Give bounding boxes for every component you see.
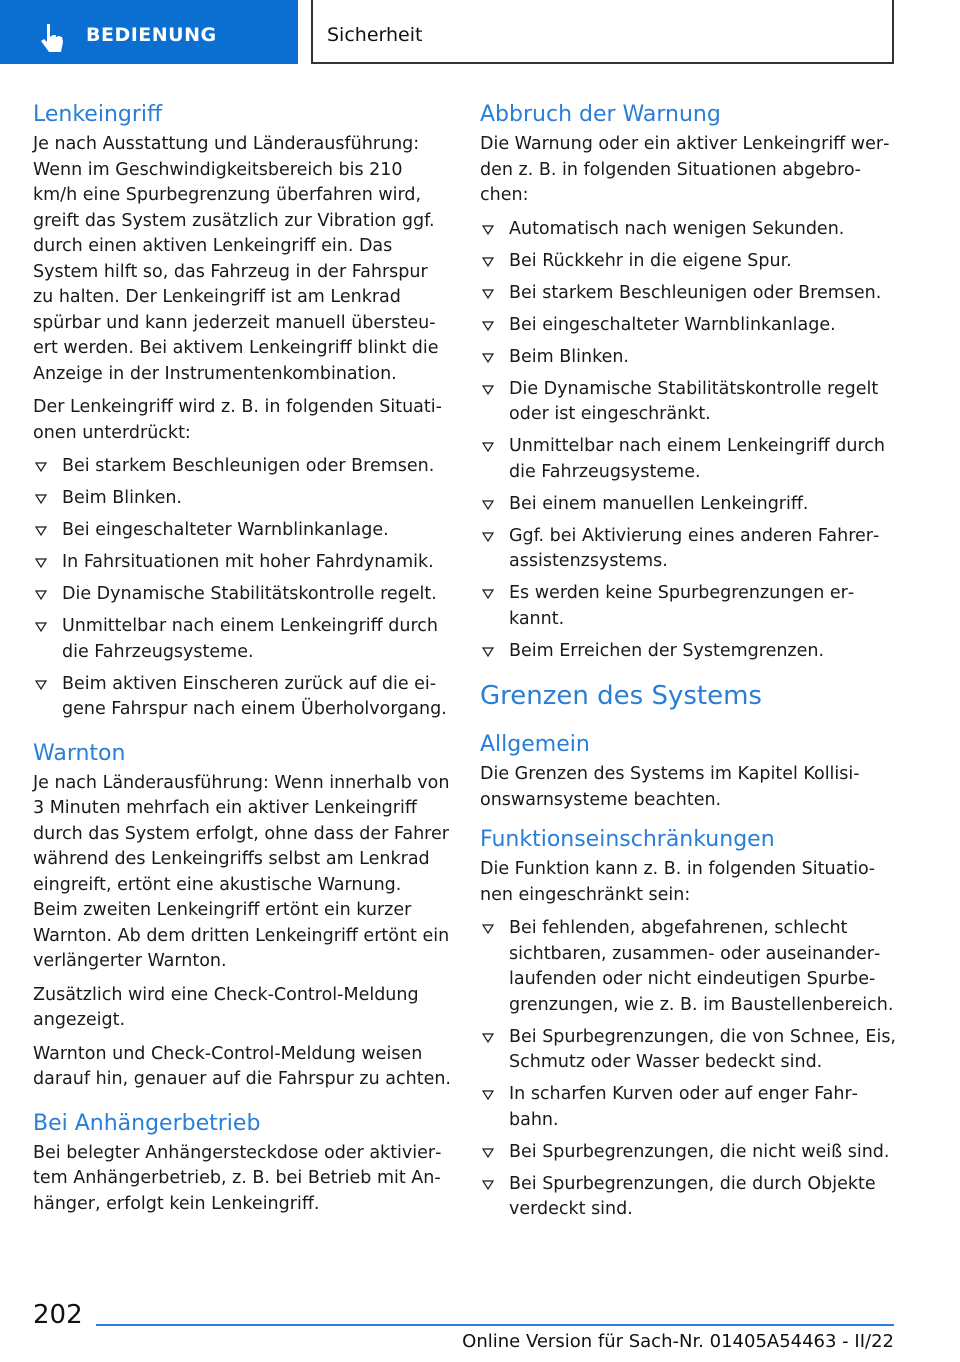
list-item <box>480 217 898 243</box>
list-funktion <box>480 916 898 1223</box>
triangle-bullet-icon <box>480 217 496 242</box>
list-item <box>33 672 451 723</box>
footer-divider <box>96 1324 894 1326</box>
paragraph: Die Funktion kann z. B. in folgenden Situationen eingeschränkt sein: <box>480 859 876 905</box>
list-item <box>480 1025 898 1076</box>
triangle-bullet-icon <box>480 377 496 402</box>
list-item-text: Es werden keine Spurbegrenzungen erkannt. <box>509 583 855 629</box>
list-item-text: Unmittelbar nach einem Lenkeingriff durch die Fahrzeugsysteme. <box>62 616 438 662</box>
list-item-text: Unmittelbar nach einem Lenkeingriff durch die Fahrzeugsysteme. <box>509 436 885 482</box>
triangle-bullet-icon <box>33 518 49 543</box>
list-item <box>480 639 898 665</box>
hand-pointer-icon <box>36 22 68 54</box>
list-item <box>480 1082 898 1133</box>
list-item <box>480 524 898 575</box>
page-number: 202 <box>33 1300 83 1330</box>
list-suppression <box>33 454 451 723</box>
paragraph: Die Warnung oder ein aktiver Lenkeingriff werden z. B. in folgenden Situationen abgebrochen: <box>480 134 890 205</box>
list-item <box>480 492 898 518</box>
list-item-text: Bei starkem Beschleunigen oder Bremsen. <box>62 456 435 476</box>
list-item <box>480 434 898 485</box>
triangle-bullet-icon <box>480 1025 496 1050</box>
paragraph: Je nach Ausstattung und Länderausführung: Wenn im Geschwindigkeitsbereich bis 210 km/h eine Spurbegrenzung überfahren wird, greift das System zusätzlich zur Vibration ggf. durch einen aktiven Lenkeingriff ein. Das System hilft so, das Fahrzeug in der Fahrspur zu halten. Der Lenkeingriff ist am Lenkrad spürbar und kann jederzeit manuell übersteuert werden. Bei aktivem Lenkeingriff blinkt die Anzeige in der Instrumentenkombination. <box>33 134 439 384</box>
triangle-bullet-icon <box>480 345 496 370</box>
heading-funktion: Funktionseinschränkungen <box>480 827 775 852</box>
list-item <box>480 377 898 428</box>
triangle-bullet-icon <box>480 249 496 274</box>
list-item-text: Die Dynamische Stabilitätskontrolle regelt. <box>62 584 437 604</box>
header-tab-label: BEDIENUNG <box>86 24 217 46</box>
heading-anhaengerbetrieb: Bei Anhängerbetrieb <box>33 1110 261 1136</box>
list-item-text: Die Dynamische Stabilitätskontrolle regelt oder ist eingeschränkt. <box>509 378 879 424</box>
triangle-bullet-icon <box>33 454 49 479</box>
list-item-text: Bei Spurbegrenzungen, die von Schnee, Eis, Schmutz oder Wasser bedeckt sind. <box>509 1026 896 1072</box>
right-column <box>480 98 898 1233</box>
triangle-bullet-icon <box>480 524 496 549</box>
list-item-text: Beim Blinken. <box>62 488 182 508</box>
list-item-text: Ggf. bei Aktivierung eines anderen Fahrerassistenzsystems. <box>509 525 880 571</box>
heading-grenzen: Grenzen des Systems <box>480 681 762 711</box>
list-item-text: Bei Spurbegrenzungen, die durch Objekte verdeckt sind. <box>509 1173 876 1219</box>
triangle-bullet-icon <box>480 492 496 517</box>
triangle-bullet-icon <box>33 486 49 511</box>
list-item <box>480 1140 898 1166</box>
list-item-text: Bei eingeschalteter Warnblinkanlage. <box>509 314 836 335</box>
triangle-bullet-icon <box>33 672 49 697</box>
list-item <box>480 1172 898 1223</box>
list-item-text: Beim Erreichen der Systemgrenzen. <box>509 640 825 661</box>
heading-warnton: Warnton <box>33 740 126 766</box>
list-item <box>480 249 898 275</box>
list-item <box>480 581 898 632</box>
triangle-bullet-icon <box>480 1082 496 1107</box>
triangle-bullet-icon <box>480 1172 496 1197</box>
list-item <box>33 614 451 665</box>
list-item <box>33 518 451 544</box>
list-item <box>33 550 451 576</box>
left-column <box>33 98 451 1225</box>
triangle-bullet-icon <box>480 916 496 941</box>
heading-allgemein: Allgemein <box>480 732 590 757</box>
triangle-bullet-icon <box>480 434 496 459</box>
triangle-bullet-icon <box>480 639 496 664</box>
triangle-bullet-icon <box>480 313 496 338</box>
header-section-box <box>311 0 894 64</box>
list-item <box>480 313 898 339</box>
paragraph: Der Lenkeingriff wird z. B. in folgenden Situationen unterdrückt: <box>33 397 442 443</box>
list-item-text: Bei starkem Beschleunigen oder Bremsen. <box>509 282 882 303</box>
list-item-text: Bei fehlenden, abgefahrenen, schlecht sichtbaren, zusammen- oder auseinanderlaufenden oder nicht eindeutigen Spurbegrenzungen, wie z. B. im Baustellenbereich. <box>509 918 894 1015</box>
list-item <box>33 582 451 608</box>
list-item-text: Bei Rückkehr in die eigene Spur. <box>509 250 792 271</box>
paragraph: Zusätzlich wird eine Check-Control-Meldung angezeigt. <box>33 984 419 1030</box>
list-item-text: Bei Spurbegrenzungen, die nicht weiß sind. <box>509 1141 890 1162</box>
list-item-text: In scharfen Kurven oder auf enger Fahrbahn. <box>509 1084 858 1130</box>
list-item-text: Bei einem manuellen Lenkeingriff. <box>509 493 809 514</box>
list-item <box>480 345 898 371</box>
list-abbruch <box>480 217 898 665</box>
triangle-bullet-icon <box>33 582 49 607</box>
paragraph: Je nach Länderausführung: Wenn innerhalb von 3 Minuten mehrfach ein aktiver Lenkeingriff durch das System erfolgt, ohne dass der Fahrer während des Lenkeingriffs selbst am Lenkrad eingreift, ertönt eine akustische Warnung. Beim zweiten Lenkeingriff ertönt ein kurzer Warnton. Ab dem dritten Lenkeingriff ertönt ein verlängerter Warnton. <box>33 772 450 971</box>
list-item-text: Beim Blinken. <box>509 346 629 367</box>
list-item-text: Beim aktiven Einscheren zurück auf die eigene Fahrspur nach einem Überholvorgang. <box>62 673 447 719</box>
header-tab-bedienung[interactable] <box>0 0 298 64</box>
triangle-bullet-icon <box>480 281 496 306</box>
footer-version-text: Online Version für Sach-Nr. 01405A54463 - II/22 <box>462 1331 894 1352</box>
paragraph: Die Grenzen des Systems im Kapitel Kollisionswarnsysteme beachten. <box>480 764 860 810</box>
triangle-bullet-icon <box>33 614 49 639</box>
list-item <box>480 916 898 1018</box>
triangle-bullet-icon <box>480 581 496 606</box>
heading-lenkeingriff: Lenkeingriff <box>33 102 163 127</box>
triangle-bullet-icon <box>480 1140 496 1165</box>
list-item <box>33 486 451 512</box>
list-item <box>33 454 451 480</box>
paragraph: Warnton und Check-Control-Meldung weisen darauf hin, genauer auf die Fahrspur zu achten. <box>33 1043 451 1089</box>
heading-abbruch: Abbruch der Warnung <box>480 102 721 127</box>
paragraph: Bei belegter Anhängersteckdose oder aktiviertem Anhängerbetrieb, z. B. bei Betrieb mit Anhänger, erfolgt kein Lenkeingriff. <box>33 1142 442 1214</box>
triangle-bullet-icon <box>33 550 49 575</box>
section-title: Sicherheit <box>327 24 423 46</box>
list-item-text: Bei eingeschalteter Warnblinkanlage. <box>62 520 389 540</box>
list-item-text: Automatisch nach wenigen Sekunden. <box>509 218 845 239</box>
list-item-text: In Fahrsituationen mit hoher Fahrdynamik. <box>62 552 434 572</box>
list-item <box>480 281 898 307</box>
